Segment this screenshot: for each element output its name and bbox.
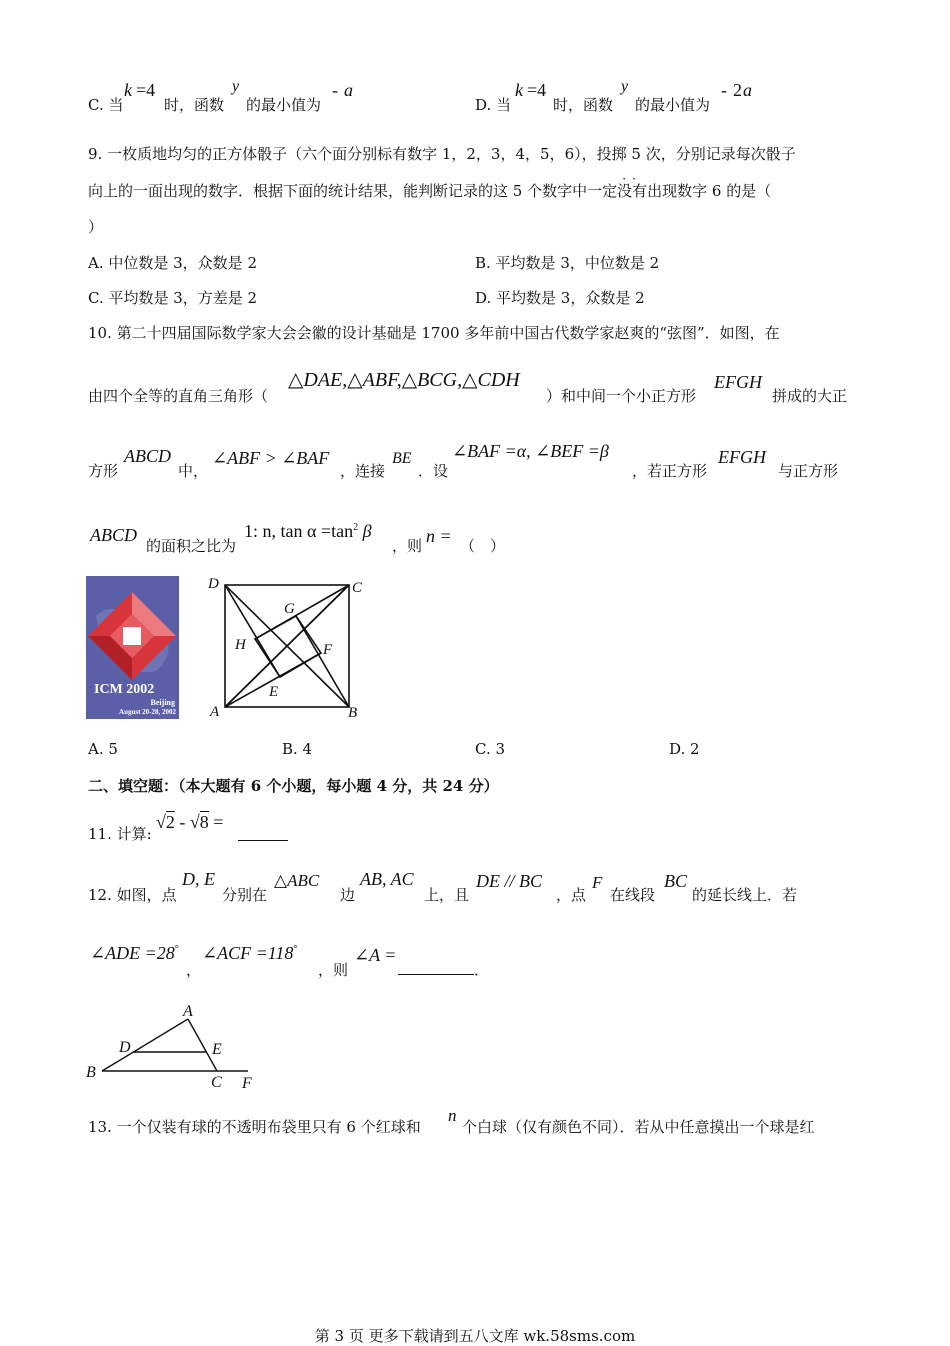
q8-option-d bbox=[475, 80, 855, 114]
q13-l-a: 13. 一个仅装有球的不透明布袋里只有 6 个红球和 bbox=[88, 1118, 421, 1136]
label-a: A bbox=[183, 1003, 193, 1020]
icm-logo-title: ICM 2002 bbox=[94, 682, 155, 697]
q9-line2 bbox=[88, 172, 772, 201]
q10-l4-a: 的面积之比为 bbox=[146, 537, 237, 555]
q10-abcd-2: ABCD bbox=[90, 525, 137, 545]
q8d-a: a bbox=[743, 80, 752, 100]
q13-n: n bbox=[448, 1106, 457, 1125]
q8c-a: a bbox=[344, 80, 353, 100]
q10-l2-c: 拼成的大正 bbox=[772, 387, 848, 405]
icm-logo bbox=[86, 576, 179, 719]
q10-abcd: ABCD bbox=[124, 446, 171, 466]
q8d-lead: D. 当 bbox=[475, 96, 512, 114]
q12-l2-a: ，则 bbox=[318, 961, 349, 979]
q8c-mid: 时，函数 bbox=[164, 96, 225, 114]
q10-triangles: △DAE,△ABF,△BCG,△CDH bbox=[288, 369, 520, 391]
q10-efgh: EFGH bbox=[714, 372, 762, 392]
xian-tu-figure bbox=[200, 572, 370, 722]
q8-option-c bbox=[88, 80, 448, 114]
q8c-minus: - bbox=[332, 80, 338, 100]
label-f: F bbox=[323, 642, 333, 658]
q8c-lead: C. 当 bbox=[88, 96, 124, 114]
q8c-y: y bbox=[232, 78, 240, 95]
q12-l2-sep: ， bbox=[186, 961, 202, 979]
q10-l3-c: ，连接 bbox=[340, 462, 386, 480]
label-a: A bbox=[210, 704, 220, 720]
q8c-tail: 的最小值为 bbox=[246, 96, 322, 114]
q12-acf: ∠ACF =118° bbox=[202, 943, 298, 963]
q8d-y: y bbox=[621, 78, 629, 95]
q10-l3-e: ，若正方形 bbox=[632, 462, 708, 480]
label-f: F bbox=[242, 1075, 252, 1092]
q9-line3: ） bbox=[88, 218, 104, 236]
q12-bc: BC bbox=[664, 871, 688, 891]
q9-emphasis: 没有 ·· bbox=[617, 172, 648, 200]
q11-answer-blank[interactable] bbox=[238, 824, 288, 841]
q10-l2-b: ）和中间一个小正方形 bbox=[546, 387, 697, 405]
section-heading: 二、填空题：（本大题有 6 个小题，每小题 4 分，共 24 分） bbox=[88, 777, 499, 795]
q12-l1-c: 边 bbox=[340, 886, 356, 904]
q10-l3-f: 与正方形 bbox=[778, 462, 839, 480]
q10-option-a: A. 5 bbox=[88, 740, 118, 758]
q10-angle-ineq: ∠ABF > ∠BAF bbox=[212, 448, 330, 468]
q10-be: BE bbox=[392, 450, 412, 467]
label-g: G bbox=[284, 601, 295, 617]
q11-lead: 11. 计算: bbox=[88, 825, 152, 843]
label-d: D bbox=[208, 576, 219, 592]
q8d-k: k bbox=[515, 80, 523, 100]
q10-l3-a: 方形 bbox=[88, 462, 119, 480]
q8d-two: 2 bbox=[733, 80, 742, 100]
label-b: B bbox=[348, 705, 358, 721]
q12-parallel: DE // BC bbox=[476, 871, 542, 891]
q12-l2-end: ． bbox=[474, 961, 490, 979]
q8c-k: k bbox=[124, 80, 132, 100]
segment-bf-g bbox=[296, 616, 349, 707]
icm-logo-date: August 20-28, 2002 bbox=[119, 708, 176, 716]
q12-l1-b: 分别在 bbox=[222, 886, 268, 904]
q9-option-b: B. 平均数是 3，中位数是 2 bbox=[475, 254, 660, 272]
q9-line2-a: 向上的一面出现的数字．根据下面的统计结果，能判断记录的这 5 个数字中一定 bbox=[88, 182, 618, 200]
q10-l4-c: （ ） bbox=[460, 537, 506, 555]
q10-line1: 10. 第二十四届国际数学家大会会徽的设计基础是 1700 多年前中国古代数学家赵爽的“弦图”．如图，在 bbox=[88, 324, 780, 342]
q12-l1-a: 12. 如图，点 bbox=[88, 886, 177, 904]
page-footer: 第 3 页 更多下载请到五八文库 wk.58sms.com bbox=[314, 1327, 636, 1345]
q8d-mid: 时，函数 bbox=[553, 96, 614, 114]
q10-n: n = bbox=[426, 526, 452, 546]
label-e: E bbox=[269, 684, 279, 700]
q13-l-b: 个白球（仅有颜色不同）．若从中任意摸出一个球是红 bbox=[462, 1118, 815, 1136]
label-b: B bbox=[86, 1064, 96, 1081]
q10-l3-b: 中， bbox=[178, 462, 209, 480]
q10-l2-a: 由四个全等的直角三角形（ bbox=[88, 387, 269, 405]
q12-abc: △ABC bbox=[274, 871, 320, 890]
q8d-tail: 的最小值为 bbox=[635, 96, 711, 114]
q12-l1-h: 的延长线上．若 bbox=[692, 886, 798, 904]
q12-figure bbox=[84, 1000, 264, 1095]
q12-l1-g: 在线段 bbox=[610, 886, 656, 904]
q8c-four: =4 bbox=[136, 80, 156, 100]
q10-l3-d: ．设 bbox=[418, 462, 449, 480]
q9-option-c: C. 平均数是 3，方差是 2 bbox=[88, 289, 258, 307]
q10-option-b: B. 4 bbox=[282, 740, 313, 758]
q12-answer-blank[interactable] bbox=[398, 958, 474, 975]
q10-option-c: C. 3 bbox=[475, 740, 506, 758]
q12-l1-e: ，点 bbox=[556, 886, 587, 904]
label-c: C bbox=[352, 580, 363, 596]
q10-def: ∠BAF =α, ∠BEF =β bbox=[452, 441, 609, 461]
label-h: H bbox=[235, 637, 246, 653]
q9-option-d: D. 平均数是 3，众数是 2 bbox=[475, 289, 645, 307]
q8d-minus: - bbox=[721, 80, 727, 100]
label-e: E bbox=[212, 1041, 222, 1058]
q12-f: F bbox=[592, 873, 603, 892]
q10-option-d: D. 2 bbox=[669, 740, 700, 758]
q10-ratio: 1: n, $\tan \alpha =\tan^2$ β bbox=[244, 521, 372, 541]
q9-line1: 9. 一枚质地均匀的正方体骰子（六个面分别标有数字 1，2，3，4，5，6），投掷 5 次，分别记录每次骰子 bbox=[88, 145, 796, 163]
q11-expression: √2 - √8 = bbox=[156, 812, 224, 832]
q12-angle-a: ∠A = bbox=[354, 945, 397, 965]
q9-line2-b: 出现数字 6 的是（ bbox=[647, 182, 772, 200]
q10-efgh-2: EFGH bbox=[718, 447, 766, 467]
q12-l1-d: 上，且 bbox=[424, 886, 470, 904]
q12-ade: ∠ADE =28° bbox=[90, 943, 179, 963]
label-c: C bbox=[211, 1074, 222, 1091]
q8d-four: =4 bbox=[527, 80, 547, 100]
q12-abac: AB, AC bbox=[360, 869, 414, 889]
q12-de: D, E bbox=[182, 869, 215, 889]
label-d: D bbox=[119, 1039, 131, 1056]
q10-l4-b: ，则 bbox=[392, 537, 423, 555]
q9-option-a: A. 中位数是 3，众数是 2 bbox=[88, 254, 257, 272]
segment-ba bbox=[102, 1019, 188, 1071]
icm-logo-city: Beijing bbox=[150, 698, 175, 707]
